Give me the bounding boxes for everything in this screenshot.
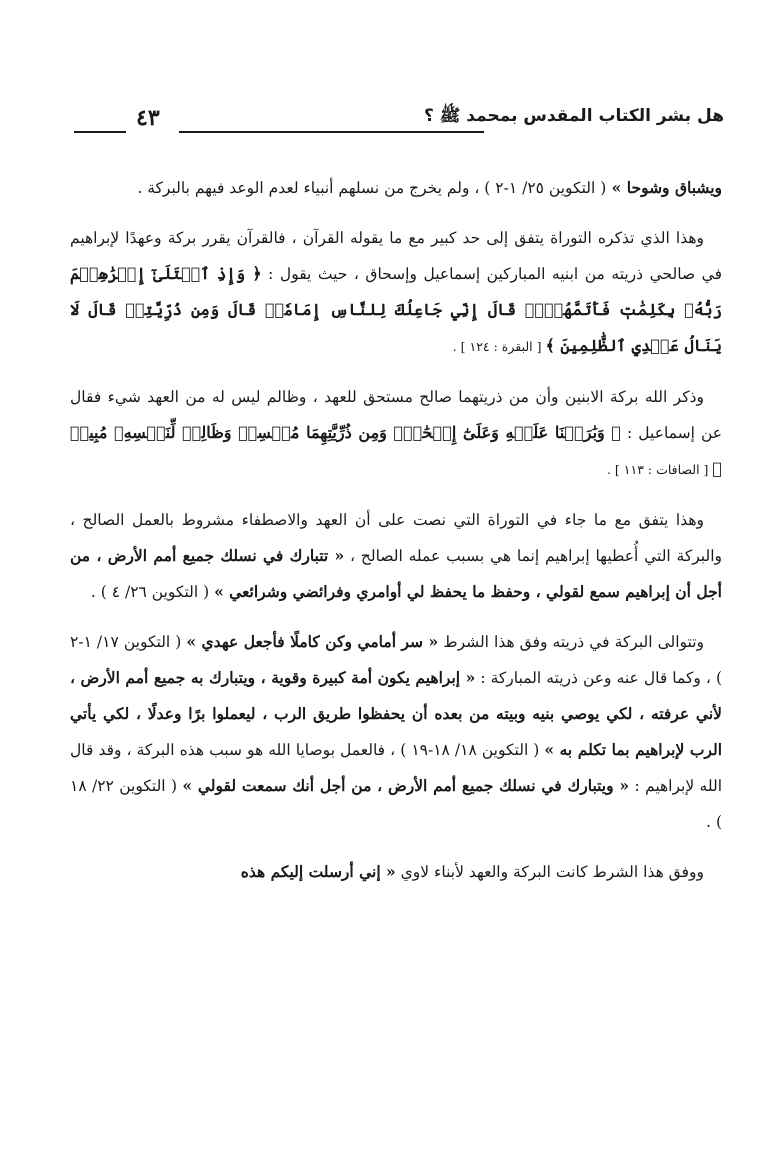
- text-run: وذكر الله بركة الابنين وأن من ذريتهما صالح مستحق للعهد ، وظالم ليس له من العهد شيء فقال عن إسماعيل :: [70, 388, 723, 442]
- paragraph: [70, 624, 722, 840]
- verse-citation: [ البقرة : ١٢٤ ] .: [452, 339, 546, 354]
- header-rule-right: [179, 131, 484, 133]
- text-run: ووفق هذا الشرط كانت البركة والعهد لأبناء لاوي: [395, 863, 704, 881]
- bold-quote: « سر أمامي وكن كاملًا فأجعل عهدي »: [186, 632, 439, 651]
- bold-quote: « ويتبارك في نسلك جميع أمم الأرض ، من أجل أنك سمعت لقولي »: [182, 776, 630, 795]
- text-run: وهذا يتفق مع ما جاء في التوراة التي نصت على أن العهد والاصطفاء مشروط بالعمل الصالح ، والبركة التي أُعطيها إبراهيم إنما هي بسبب عمله الصالح ،: [70, 511, 722, 565]
- bold-quote: « تتبارك في نسلك جميع أمم الأرض ، من أجل أن إبراهيم سمع لقولي ، وحفظ ما يحفظ لي أوامري وفرائضي وشرائعي »: [70, 546, 722, 601]
- bold-quote: « إني أرسلت إليكم هذه: [240, 862, 396, 881]
- page-header: [74, 103, 724, 143]
- text-run: ( التكوين ١٨/ ١٨-١٩ ) ، فالعمل بوصايا الله هو سبب هذه البركة ، وقد قال الله لإبراهيم :: [70, 741, 723, 795]
- page-number: ٤٣: [136, 105, 160, 131]
- bold-quote: ويشباق وشوحا »: [606, 178, 722, 197]
- running-title: هل بشر الكتاب المقدس بمحمد ﷺ ؟: [424, 106, 724, 126]
- paragraph: [70, 379, 722, 488]
- text-run: ( التكوين ٢٦/ ٤ ) .: [90, 583, 215, 601]
- verse-citation: [ الصافات : ١١٣ ] .: [606, 462, 713, 477]
- text-run: وتتوالى البركة في ذريته وفق هذا الشرط: [438, 633, 704, 651]
- paragraph: [70, 502, 722, 610]
- text-run: ( التكوين ٢٢/ ١٨ ) .: [70, 777, 722, 831]
- paragraph: [70, 170, 722, 206]
- quran-verse: ﴿ وَبَٰرَكۡنَا عَلَيۡهِ وَعَلَىٰٓ إِسۡحَٰقَۚ وَمِن ذُرِّيَّتِهِمَا مُحۡسِنٞ وَظَالِمٞ لِّنَفۡسِهِۦ مُبِينٞ ﴾: [70, 423, 722, 478]
- paragraph: [70, 220, 722, 365]
- bold-quote: « إبراهيم يكون أمة كبيرة وقوية ، ويتبارك به جميع أمم الأرض ، لأني عرفته ، لكي يوصي بنيه وبيته من بعده أن يحفظوا طريق الرب ، ليعملوا برًا وعدلًا ، لكي يأتي الرب لإبراهيم بما تكلم به »: [70, 668, 722, 759]
- header-rule-left: [74, 131, 126, 133]
- paragraph: [70, 854, 722, 890]
- text-run: وهذا الذي تذكره التوراة يتفق إلى حد كبير مع ما يقوله القرآن ، فالقرآن يقرر بركة وعهدًا لإبراهيم في صالحي ذريته من ابنيه المباركين إسماعيل وإسحاق ، حيث يقول :: [70, 229, 722, 283]
- text-run: ( التكوين ١٧/ ١-٢ ) ، وكما قال عنه وعن ذريته المباركة :: [70, 633, 723, 687]
- text-run: ( التكوين ٢٥/ ١-٢ ) ، ولم يخرج من نسلهم أنبياء لعدم الوعد فيهم بالبركة .: [137, 179, 607, 197]
- page-body: [70, 170, 722, 904]
- quran-verse: ﴿ وَإِذِ ٱبۡتَلَىٰٓ إِبۡرَٰهِـۧمَ رَبُّهُۥ بِكَلِمَٰتٖ فَأَتَمَّهُنَّۖ قَالَ إِنِّي جَاعِلُكَ لِلنَّاسِ إِمَامٗاۖ قَالَ وَمِن ذُرِّيَّتِيۖ قَالَ لَا يَنَالُ عَهۡدِي ٱلظَّٰلِمِينَ ﴾: [70, 264, 722, 355]
